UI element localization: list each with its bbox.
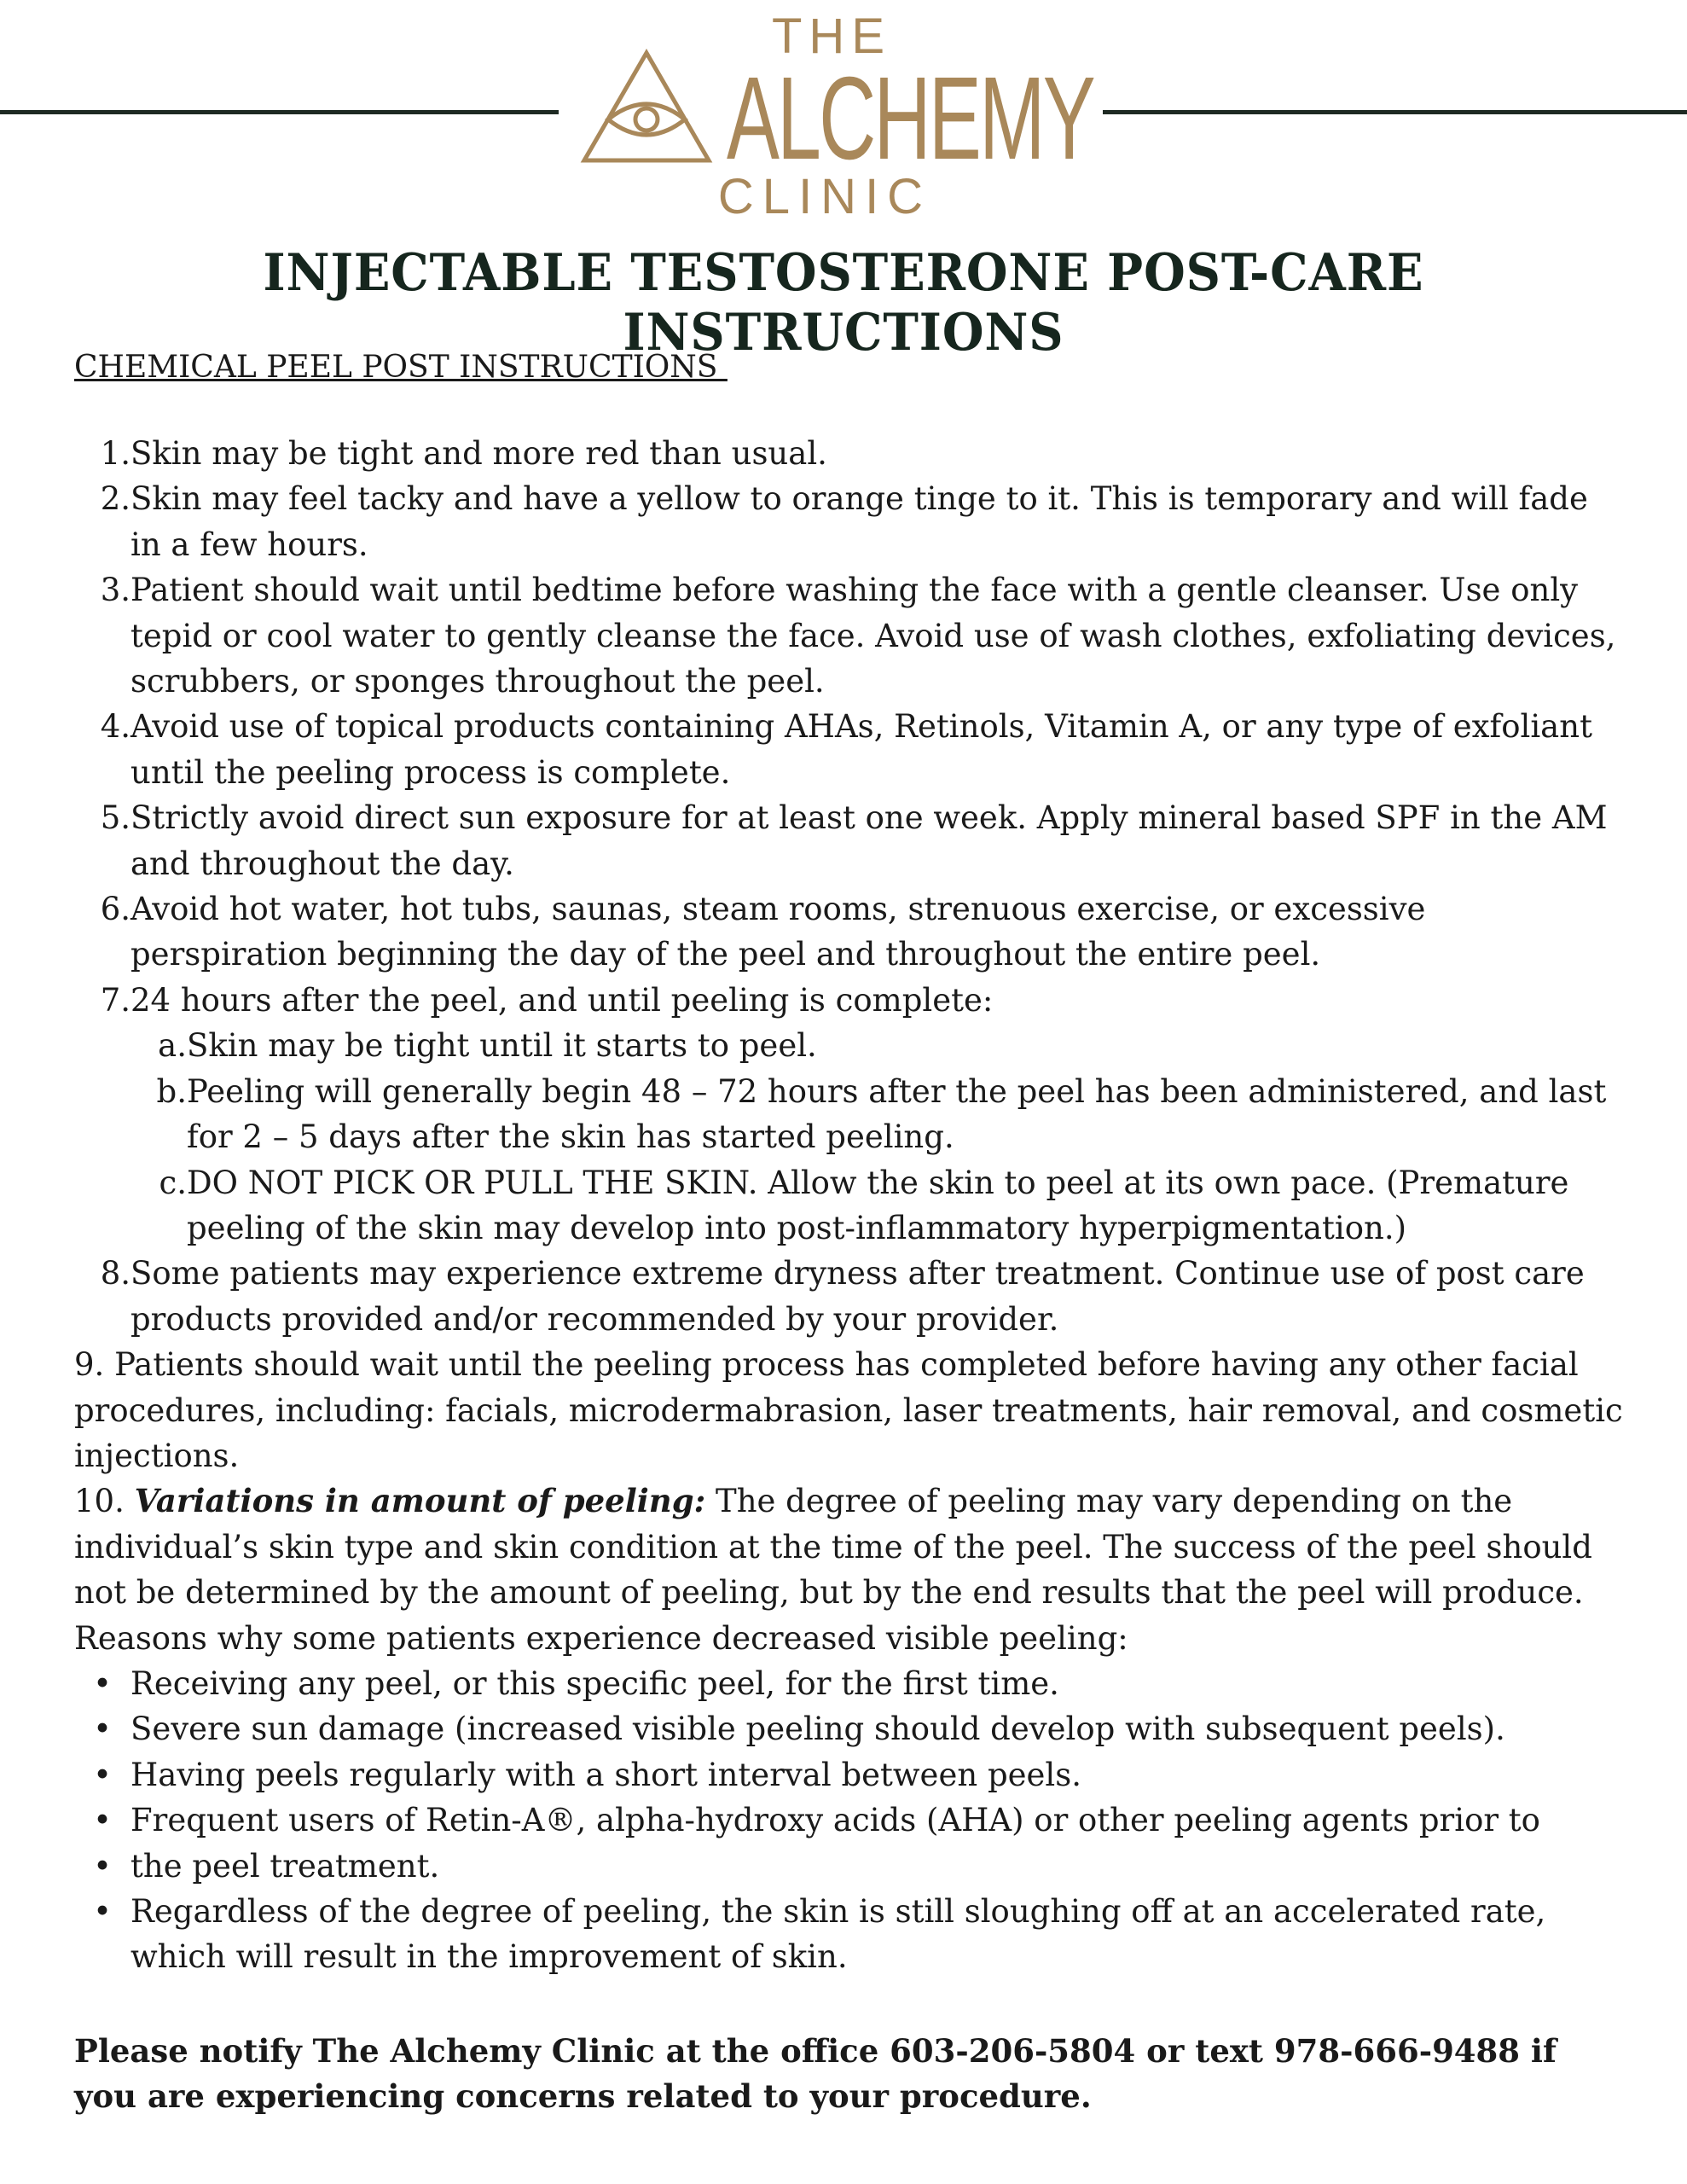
list-item — [74, 978, 1626, 1023]
header-rule-right — [1103, 110, 1687, 114]
sub-list-item-text: DO NOT PICK OR PULL THE SKIN. Allow the skin to peel at its own pace. (Premature peeling of the skin may develop into post-inflammatory hyperpigmentation.) — [187, 1164, 1569, 1246]
list-item-text: Avoid hot water, hot tubs, saunas, steam rooms, strenuous exercise, or excessive perspiration beginning the day of the peel and throughout the entire peel. — [130, 891, 1426, 973]
instructions-content — [74, 431, 1626, 1980]
item-10-text: The degree of peeling may vary depending on the individual’s skin type and skin condition at the time of the peel. The success of the peel should not be determined by the amount of peeling, but by the end results that the peel will produce. Reasons why some patients experience decreased visible peeling: — [74, 1483, 1592, 1657]
item-10-label: Variations in amount of peeling: — [134, 1482, 706, 1520]
bullet-item-text: Receiving any peel, or this specific peel, for the first time. — [130, 1664, 1059, 1702]
list-item-text: Patient should wait until bedtime before washing the face with a gentle cleanser. Use only tepid or cool water to gently cleanse the face. Avoid use of wash clothes, exfoliating devices, scrubbers, or sponges throughout the peel. — [130, 572, 1616, 700]
list-item — [74, 567, 1626, 704]
section-subtitle: CHEMICAL PEEL POST INSTRUCTIONS — [74, 350, 728, 385]
list-item — [74, 795, 1626, 886]
sub-list-marker: a. — [158, 1027, 187, 1065]
bullet-marker: • — [93, 1756, 112, 1793]
sub-list-marker: b. — [156, 1072, 187, 1110]
list-item-text: Skin may be tight and more red than usual. — [130, 435, 827, 472]
list-item-text: Avoid use of topical products containing AHAs, Retinols, Vitamin A, or any type of exfoliant until the peeling process is complete. — [130, 708, 1592, 791]
bullet-item — [74, 1844, 1626, 1889]
paragraph-item-9: 9. Patients should wait until the peeling process has completed before having any other facial procedures, including: facials, microdermabrasion, laser treatments, hair removal, and cosmetic injections. — [74, 1346, 1623, 1474]
item-10-number: 10. — [74, 1483, 135, 1520]
instructions-list-continued — [74, 1251, 1626, 1342]
bullet-item — [74, 1889, 1626, 1980]
sub-list-item-text: Skin may be tight until it starts to peel. — [187, 1027, 817, 1065]
bullet-item — [74, 1706, 1626, 1751]
sub-list-item — [74, 1023, 1626, 1068]
bullet-marker: • — [93, 1893, 112, 1930]
list-item — [74, 1251, 1626, 1342]
list-marker: 8. — [100, 1255, 130, 1292]
list-item-text: Strictly avoid direct sun exposure for at least one week. Apply mineral based SPF in the AM and throughout the day. — [130, 799, 1608, 882]
bullet-item-text: Regardless of the degree of peeling, the skin is still sloughing off at an accelerated rate, which will result in the improvement of skin. — [130, 1893, 1546, 1976]
bullet-item — [74, 1798, 1626, 1843]
bullet-marker: • — [93, 1711, 112, 1748]
header-rule-left — [0, 110, 559, 114]
bullet-item-text: the peel treatment. — [130, 1847, 440, 1885]
clinic-logo — [559, 0, 1103, 230]
list-marker: 2. — [100, 480, 130, 518]
bullet-item — [74, 1661, 1626, 1706]
list-item — [74, 886, 1626, 978]
list-marker: 7. — [100, 981, 130, 1019]
list-marker: 4. — [100, 708, 130, 746]
list-marker: 3. — [100, 572, 130, 609]
header — [0, 0, 1687, 230]
list-item — [74, 704, 1626, 795]
paragraph-item-10 — [74, 1478, 1626, 1661]
sub-list-item — [74, 1069, 1626, 1160]
bullet-item — [74, 1752, 1626, 1798]
bullet-item-text: Severe sun damage (increased visible peeling should develop with subsequent peels). — [130, 1711, 1505, 1748]
list-marker: 5. — [100, 799, 130, 837]
sub-list-item-text: Peeling will generally begin 48 – 72 hours after the peel has been administered, and last for 2 – 5 days after the skin has started peeling. — [187, 1072, 1607, 1156]
list-item-text: Some patients may experience extreme dryness after treatment. Continue use of post care products provided and/or recommended by your provider. — [130, 1255, 1585, 1338]
bullet-item-text: Having peels regularly with a short interval between peels. — [130, 1756, 1082, 1793]
list-item — [74, 431, 1626, 476]
bullet-marker: • — [93, 1802, 112, 1839]
contact-notice: Please notify The Alchemy Clinic at the office 603-206-5804 or text 978-666-9488 if you are experiencing concerns related to your procedure. — [74, 2032, 1557, 2116]
page-title: INJECTABLE TESTOSTERONE POST-CARE INSTRUCTIONS — [263, 243, 1424, 363]
logo-main-text: ALCHEMY — [727, 53, 1095, 184]
bullet-marker: • — [93, 1847, 112, 1885]
sub-instructions-list — [74, 1023, 1626, 1251]
list-item-text: 24 hours after the peel, and until peeling is complete: — [130, 981, 994, 1019]
instructions-list — [74, 431, 1626, 1023]
reasons-bullet-list — [74, 1661, 1626, 1980]
logo-bottom-text: CLINIC — [717, 169, 932, 224]
list-item-text: Skin may feel tacky and have a yellow to orange tinge to it. This is temporary and will fade in a few hours. — [130, 480, 1588, 563]
list-marker: 6. — [100, 891, 130, 928]
sub-list-item — [74, 1160, 1626, 1252]
logo-emblem — [584, 53, 709, 160]
bullet-item-text: Frequent users of Retin-A®, alpha-hydroxy acids (AHA) or other peeling agents prior to — [130, 1802, 1540, 1839]
list-marker: 1. — [100, 435, 130, 472]
bullet-marker: • — [93, 1664, 112, 1702]
sub-list-marker: c. — [159, 1164, 187, 1201]
list-item — [74, 476, 1626, 567]
logo-top-text: THE — [772, 9, 891, 64]
